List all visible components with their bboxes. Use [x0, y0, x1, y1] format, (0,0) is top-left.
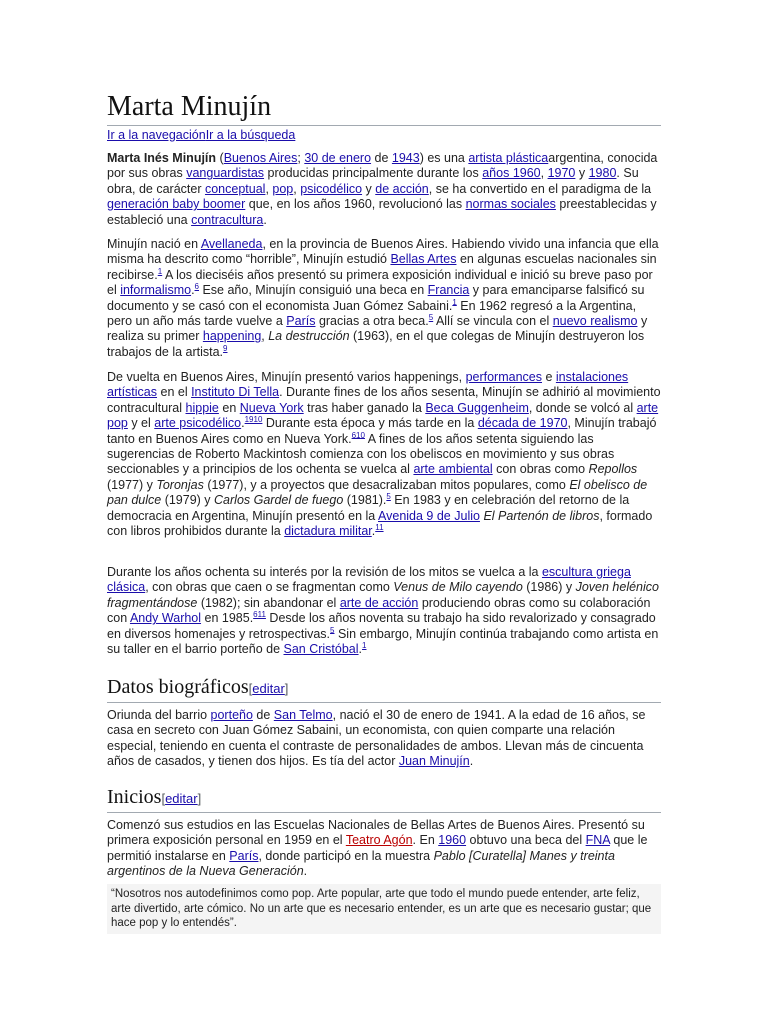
- biography-paragraph-2: De vuelta en Buenos Aires, Minujín presentó varios happenings, performances e instalaciones artísticas en el Instituto Di Tella. Durante fines de los años sesenta, Minujín se adhirió al movimiento contracultural hippie en Nueva York tras haber ganado la Beca Guggenheim, donde se volcó al arte pop y el arte psicodélico.$^{1910}$ Durante esta época y más tarde en la década de 1970, Minujín trabajó tanto en Buenos Aires como en Nueva York.$^{610}$ A fines de los años setenta siguiendo las sugerencias de Roberto Mackintosh comienza con los obeliscos en movimiento y sus obras seccionables y a principios de los ochenta se vuelca al arte ambiental con obras como Repollos (1977) y Toronjas (1977), y a proyectos que desacralizaban mitos populares, como El obelisco de pan dulce (1979) y Carlos Gardel de fuego (1981).$^5$ En 1983 y en celebración del retorno de la democracia en Argentina, Minujín presentó en la Avenida 9 de Julio El Partenón de libros, formado con libros prohibidos durante la dictadura militar.$^{11}$: [107, 370, 661, 539]
- jump-to-navigation-link[interactable]: Ir a la navegación: [107, 128, 206, 142]
- footnote-ref[interactable]: 5: [330, 625, 335, 635]
- link-instalaciones-artisticas[interactable]: instalaciones artísticas: [107, 370, 629, 400]
- work-title: Carlos Gardel de fuego: [214, 493, 344, 508]
- biography-paragraph-1: Minujín nació en Avellaneda, en la provincia de Buenos Aires. Habiendo vivido una infancia que ella misma ha descrito como “horrible”, Minujín estudió Bellas Artes en algunas escuelas nacionales sin recibirse.$^1$ A los dieciséis años presentó su primera exposición individual e inició su breve paso por el informalismo.$^6$ Ese año, Minujín consiguió una beca en Francia y para emanciparse falsificó su documento y se casó con el economista Juan Gómez Sabaini.$^1$ En 1962 regresó a la Argentina, pero un año más tarde vuelve a París gracias a otra beca.$^5$ Allí se vincula con el nuevo realismo y realiza su primer happening, La destrucción (1963), en el que colegas de Minujín destruyeron los trabajos de la artista.$^9$: [107, 237, 659, 359]
- section-heading-datos-biograficos: Datos biográficos[editar]: [107, 675, 661, 703]
- link-avenida-9-de-julio[interactable]: Avenida 9 de Julio: [378, 508, 480, 523]
- link-buenos-aires[interactable]: Buenos Aires: [223, 151, 298, 165]
- biography-paragraph-3: Durante los años ochenta su interés por la revisión de los mitos se vuelca a la escultura griega clásica, con obras que caen o se fragmentan como Venus de Milo cayendo (1986) y Joven helénico fragmentándose (1982); sin abandonar el arte de acción produciendo obras como su colaboración con Andy Warhol en 1985.$^{611}$ Desde los años noventa su trabajo ha sido revalorizado y consagrado en diversos homenajes y retrospectivas.$^5$ Sin embargo, Minujín continúa trabajando como artista en su taller en el barrio porteño de San Cristóbal.$^1$: [107, 565, 659, 657]
- work-title: El obelisco de pan dulce: [107, 477, 648, 508]
- work-title: Venus de Milo cayendo: [393, 580, 523, 595]
- link-artista-plastica[interactable]: artista plástica: [468, 151, 549, 165]
- link-francia[interactable]: Francia: [427, 283, 470, 298]
- section-edit-link: [editar]: [161, 791, 202, 806]
- link-fna[interactable]: FNA: [585, 833, 610, 848]
- footnote-ref[interactable]: 1: [452, 297, 457, 307]
- edit-link[interactable]: editar: [165, 791, 198, 806]
- section-edit-link: [editar]: [248, 681, 289, 696]
- edit-link[interactable]: editar: [252, 681, 285, 696]
- work-title: Repollos: [588, 462, 638, 477]
- page-title: Marta Minujín: [107, 90, 661, 126]
- footnote-ref[interactable]: 610: [351, 430, 365, 440]
- link-juan-minujin[interactable]: Juan Minujín: [398, 754, 470, 769]
- link-happening[interactable]: happening: [202, 329, 262, 344]
- link-beca-guggenheim[interactable]: Beca Guggenheim: [425, 400, 529, 415]
- footnote-ref[interactable]: 6: [194, 282, 199, 292]
- link-nuevo-realismo[interactable]: nuevo realismo: [552, 314, 638, 329]
- link-bellas-artes[interactable]: Bellas Artes: [390, 252, 457, 267]
- jump-links: [107, 127, 295, 143]
- subject-name: Marta Inés Minujín: [107, 151, 217, 165]
- footnote-ref[interactable]: 9: [223, 343, 228, 353]
- footnote-ref[interactable]: 1: [157, 266, 163, 276]
- link-contracultura[interactable]: contracultura: [191, 212, 264, 227]
- footnote-ref[interactable]: 611: [253, 610, 266, 620]
- link-instituto-di-tella[interactable]: Instituto Di Tella: [191, 385, 280, 400]
- link-pop[interactable]: pop: [272, 181, 294, 196]
- link-porteno[interactable]: porteño: [210, 708, 253, 722]
- link-arte-de-accion[interactable]: arte de acción: [339, 595, 419, 610]
- link-decada-1970[interactable]: década de 1970: [477, 416, 568, 431]
- link-teatro-agon[interactable]: Teatro Agón: [345, 833, 413, 848]
- link-nueva-york[interactable]: Nueva York: [239, 400, 304, 415]
- footnote-ref[interactable]: 1910: [244, 415, 263, 425]
- link-arte-pop[interactable]: arte pop: [107, 400, 659, 431]
- work-title: Toronjas: [156, 477, 204, 492]
- link-vanguardistas[interactable]: vanguardistas: [186, 166, 265, 181]
- link-informalismo[interactable]: informalismo: [120, 283, 192, 298]
- link-avellaneda[interactable]: Avellaneda: [200, 237, 263, 251]
- quote-block: “Nosotros nos autodefinimos como pop. Arte popular, arte que todo el mundo puede entender, arte feliz, arte divertido, arte cómico. No un arte que es necesario entender, es un arte que es necesario gustar; que hace pop y lo entendés”.: [107, 884, 661, 934]
- link-psicodelico[interactable]: psicodélico: [300, 181, 363, 196]
- link-birth-year[interactable]: 1943: [391, 151, 420, 165]
- link-conceptual[interactable]: conceptual: [204, 181, 266, 196]
- link-1960[interactable]: 1960: [438, 833, 467, 848]
- link-paris[interactable]: París: [229, 848, 259, 863]
- datos-biograficos-paragraph: Oriunda del barrio porteño de San Telmo, nació el 30 de enero de 1941. A la edad de 16 años, se casa en secreto con Juan Gómez Sabaini, un economista, con quien comparte una relación especial, teniendo en cuenta el contraste de personalidades de ambos. Llevan más de cincuenta años de casados, y tienen dos hijos. Es tía del actor Juan Minujín.: [107, 708, 646, 769]
- intro-paragraph: Marta Inés Minujín (Buenos Aires; 30 de enero de 1943) es una artista plásticaargentina, conocida por sus obras vanguardistas producidas principalmente durante los años 1960, 1970 y 1980. Su obra, de carácter conceptual, pop, psicodélico y de acción, se ha convertido en el paradigma de la generación baby boomer que, en los años 1960, revolucionó las normas sociales preestablecidas y estableció una contracultura.: [107, 151, 658, 227]
- link-1970[interactable]: 1970: [547, 166, 576, 181]
- link-andy-warhol[interactable]: Andy Warhol: [129, 611, 202, 626]
- link-dictadura-militar[interactable]: dictadura militar: [284, 524, 372, 539]
- link-hippie[interactable]: hippie: [185, 400, 219, 415]
- link-birth-date[interactable]: 30 de enero: [304, 151, 372, 165]
- link-normas-sociales[interactable]: normas sociales: [465, 197, 556, 212]
- link-anos-1960[interactable]: años 1960: [482, 166, 541, 181]
- link-arte-psicodelico[interactable]: arte psicodélico: [154, 416, 242, 431]
- exhibition-title: Pablo [Curatella] Manes y treinta argentinos de la Nueva Generación: [107, 848, 615, 879]
- link-escultura-griega[interactable]: escultura griega clásica: [107, 565, 631, 595]
- footnote-ref[interactable]: 11: [375, 522, 384, 532]
- footnote-ref[interactable]: 1: [362, 640, 367, 650]
- link-paris[interactable]: París: [286, 314, 316, 329]
- link-1980[interactable]: 1980: [588, 166, 617, 181]
- jump-to-search-link[interactable]: Ir a la búsqueda: [205, 128, 296, 142]
- work-title: El Partenón de libros: [483, 508, 600, 523]
- footnote-ref[interactable]: 5: [386, 492, 391, 502]
- section-heading-inicios: Inicios[editar]: [107, 785, 661, 813]
- link-san-telmo[interactable]: San Telmo: [273, 708, 333, 722]
- work-title: Joven helénico fragmentándose: [107, 580, 659, 610]
- footnote-ref[interactable]: 5: [428, 312, 434, 322]
- link-de-accion[interactable]: de acción: [375, 181, 429, 196]
- link-arte-ambiental[interactable]: arte ambiental: [413, 462, 493, 477]
- link-performances[interactable]: performances: [465, 370, 542, 384]
- work-title: La destrucción: [268, 329, 350, 344]
- link-generacion-baby-boomer[interactable]: generación baby boomer: [107, 197, 246, 212]
- inicios-paragraph: Comenzó sus estudios en las Escuelas Nacionales de Bellas Artes de Buenos Aires. Presentó su primera exposición personal en 1959 en el Teatro Agón. En 1960 obtuvo una beca del FNA que le permitió instalarse en París, donde participó en la muestra Pablo [Curatella] Manes y treinta argentinos de la Nueva Generación.: [107, 818, 648, 879]
- link-san-cristobal[interactable]: San Cristóbal: [283, 642, 359, 657]
